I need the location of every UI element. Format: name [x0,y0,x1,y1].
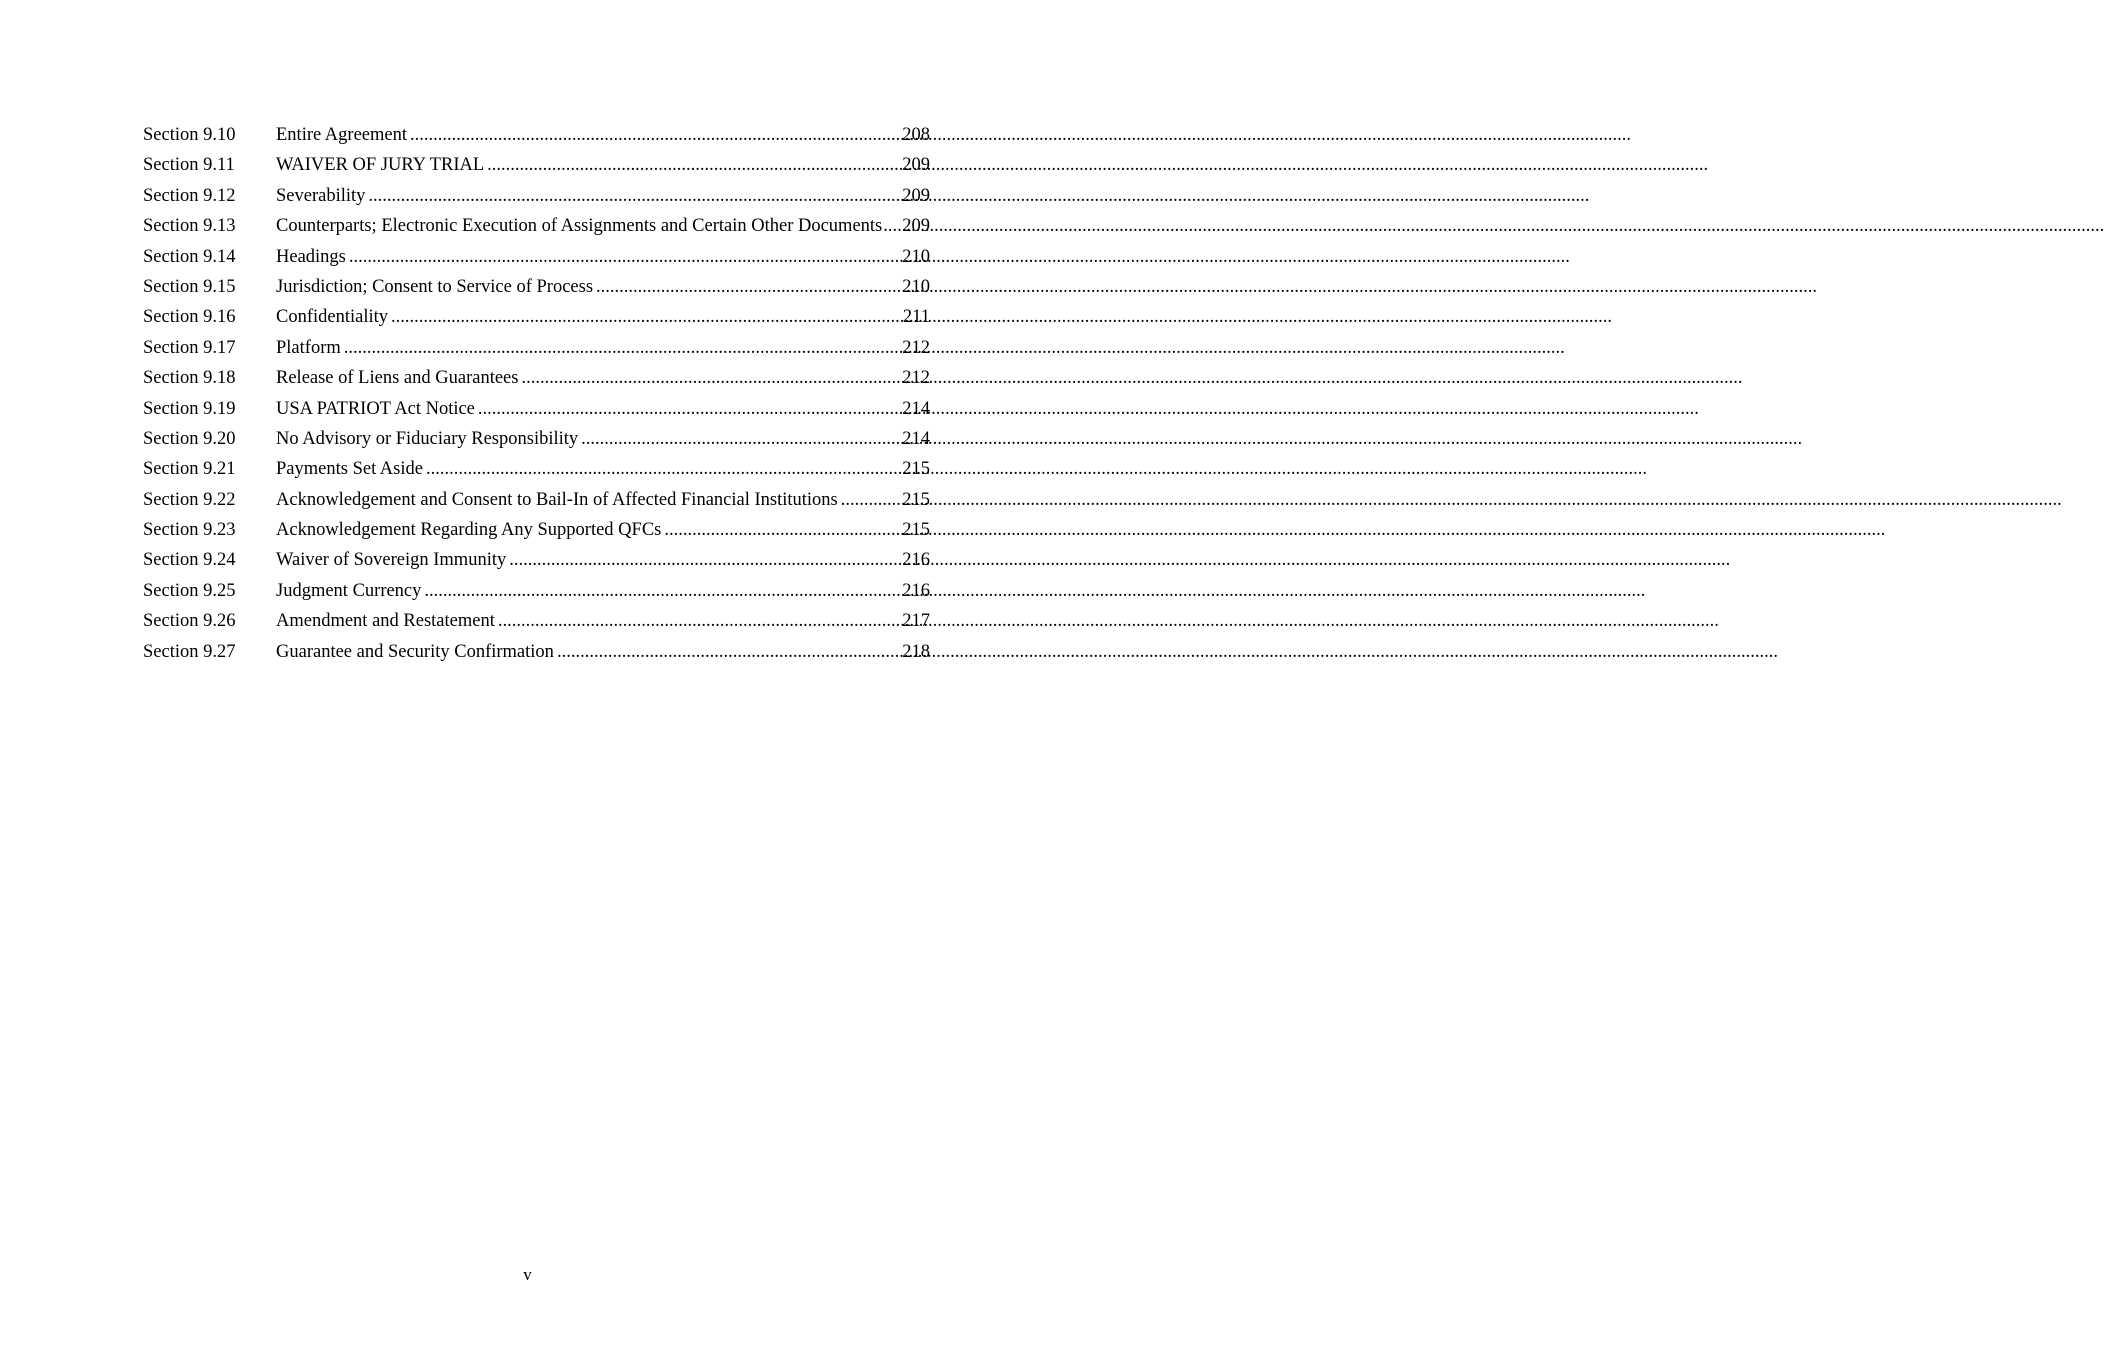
toc-section-title: Confidentiality [276,307,389,328]
toc-page-number: 215 [902,459,930,480]
toc-entry[interactable] [143,363,930,393]
toc-dot-leader [521,363,899,393]
toc-entry[interactable] [143,454,930,484]
toc-dot-leader [581,424,899,454]
toc-section-title: Entire Agreement [276,125,407,145]
toc-dot-leader [498,606,899,636]
toc-dot-leader [557,637,899,667]
toc-page-number: 211 [902,307,930,328]
toc-entry[interactable] [143,242,930,272]
toc-dot-leader [410,120,899,150]
toc-section-title: Platform [276,337,341,358]
toc-entry[interactable] [143,272,930,302]
toc-section-title: Guarantee and Security Confirmation [276,641,554,662]
toc-entry[interactable] [143,637,930,667]
toc-section-number: Section 9.26 [143,611,236,632]
toc-entry[interactable] [143,545,930,575]
toc-section-number: Section 9.21 [143,459,236,480]
toc-section-title: Judgment Currency [276,580,422,601]
toc-page-number: 212 [902,368,930,389]
toc-dot-leader [344,333,900,363]
toc-section-number: Section 9.10 [143,125,236,145]
toc-section-title: Payments Set Aside [276,459,423,480]
toc-section-title: Amendment and Restatement [276,611,495,632]
toc-entry[interactable] [143,394,930,424]
toc-entry[interactable] [143,424,930,454]
toc-dot-leader [841,485,900,515]
toc-section-title: USA PATRIOT Act Notice [276,398,475,419]
page-number-footer: v [523,1265,532,1284]
toc-entry[interactable] [143,576,930,606]
toc-dot-leader [424,576,899,606]
toc-section-number: Section 9.15 [143,276,236,297]
toc-entry[interactable] [143,485,930,515]
toc-dot-leader [664,515,899,545]
toc-section-number: Section 9.24 [143,550,236,571]
toc-section-number: Section 9.11 [143,155,235,176]
toc-entry[interactable] [143,333,930,363]
toc-page-number: 214 [902,398,930,419]
toc-page-number: 216 [902,580,930,601]
toc-dot-leader [391,302,900,332]
toc-page-number: 215 [902,520,930,541]
toc-section-title: Acknowledgement and Consent to Bail-In of Affected Financial Institutions [276,489,838,510]
toc-dot-leader [368,181,899,211]
toc-section-title: Release of Liens and Guarantees [276,368,519,389]
toc-entry[interactable] [143,606,930,636]
toc-section-number: Section 9.20 [143,428,236,449]
toc-entry[interactable] [143,302,930,332]
toc-page-number: 209 [902,216,930,237]
toc-page-number: 217 [902,611,930,632]
toc-entry[interactable] [143,181,930,211]
toc-dot-leader [509,545,899,575]
toc-dot-leader [349,242,899,272]
toc-entry[interactable] [143,120,930,150]
toc-dot-leader [478,394,899,424]
toc-page-number: 214 [902,428,930,449]
toc-entry[interactable] [143,211,930,241]
toc-page-number: 208 [902,125,930,145]
toc-section-title: WAIVER OF JURY TRIAL [276,155,485,176]
toc-section-number: Section 9.14 [143,246,236,267]
toc-section-title: Acknowledgement Regarding Any Supported QFCs [276,520,662,541]
toc-page-number: 210 [902,276,930,297]
toc-page-number: 216 [902,550,930,571]
toc-dot-leader [883,211,901,241]
toc-section-title: No Advisory or Fiduciary Responsibility [276,428,579,449]
toc-page-number: 212 [902,337,930,358]
toc-dot-leader [487,150,899,180]
toc-section-title: Severability [276,185,366,206]
toc-section-number: Section 9.25 [143,580,236,601]
toc-entry[interactable] [143,515,930,545]
toc-section-number: Section 9.27 [143,641,236,662]
toc-section-title: Headings [276,246,346,267]
toc-section-number: Section 9.22 [143,489,236,510]
toc-section-number: Section 9.18 [143,368,236,389]
toc-section-number: Section 9.12 [143,185,236,206]
toc-section-number: Section 9.13 [143,216,236,237]
toc-page-number: 215 [902,489,930,510]
toc-dot-leader [426,454,899,484]
toc-section-number: Section 9.19 [143,398,236,419]
toc-section-title: Jurisdiction; Consent to Service of Process [276,276,594,297]
toc-page-number: 210 [902,246,930,267]
toc-section-number: Section 9.17 [143,337,236,358]
toc-dot-leader [596,272,899,302]
toc-section-number: Section 9.23 [143,520,236,541]
toc-section-title: Waiver of Sovereign Immunity [276,550,507,571]
toc-section-title: Counterparts; Electronic Execution of Assignments and Certain Other Documents [276,216,883,237]
toc-entry[interactable] [143,150,930,180]
toc-page-number: 209 [902,185,930,206]
table-of-contents [143,120,930,667]
toc-section-number: Section 9.16 [143,307,236,328]
toc-page-number: 218 [902,641,930,662]
toc-page-number: 209 [902,155,930,176]
